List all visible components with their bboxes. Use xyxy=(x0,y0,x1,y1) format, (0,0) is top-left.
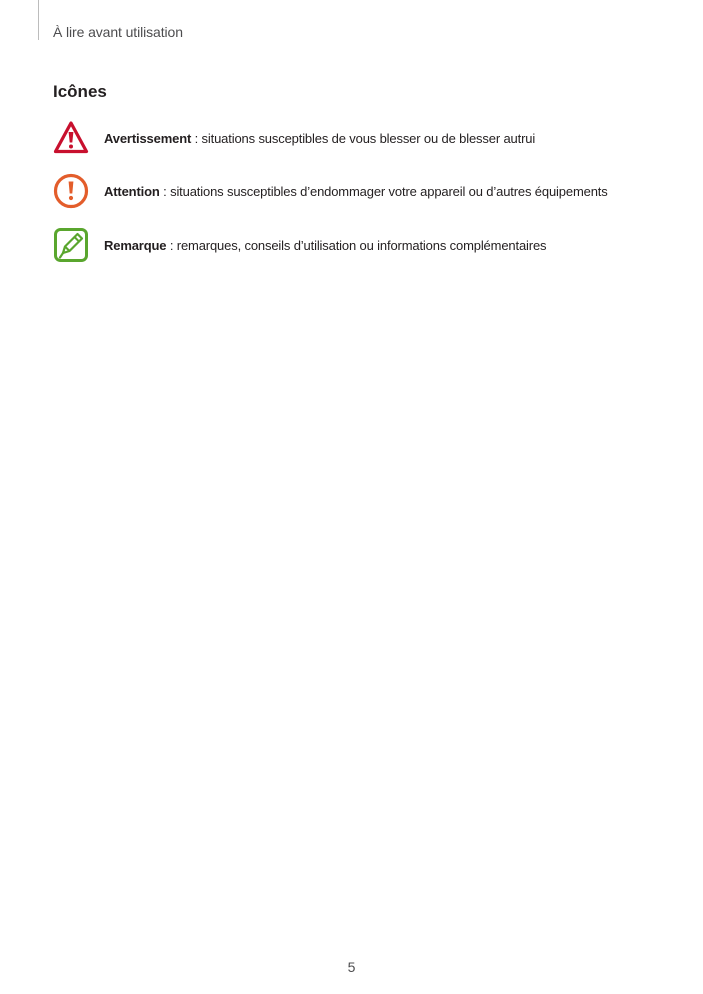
caution-text: : situations susceptibles d’endommager votre appareil ou d’autres équipements xyxy=(159,183,608,199)
caution-term: Attention xyxy=(104,183,160,199)
warning-row xyxy=(53,120,535,156)
note-description xyxy=(104,238,546,253)
note-text: : remarques, conseils d’utilisation ou informations complémentaires xyxy=(166,237,547,253)
running-header: À lire avant utilisation xyxy=(53,24,183,40)
warning-term: Avertissement xyxy=(104,130,192,146)
note-row xyxy=(53,227,546,263)
caution-exclamation-icon xyxy=(53,173,89,209)
warning-text: : situations susceptibles de vous blesser ou de blesser autrui xyxy=(191,130,536,146)
warning-triangle-icon xyxy=(53,120,89,156)
caution-description xyxy=(104,184,608,199)
note-term: Remarque xyxy=(104,237,167,253)
margin-rule xyxy=(38,0,39,40)
note-pen-icon xyxy=(53,227,89,263)
warning-description xyxy=(104,131,535,146)
page-number: 5 xyxy=(347,959,356,975)
section-title: Icônes xyxy=(53,82,107,101)
caution-row xyxy=(53,173,608,209)
